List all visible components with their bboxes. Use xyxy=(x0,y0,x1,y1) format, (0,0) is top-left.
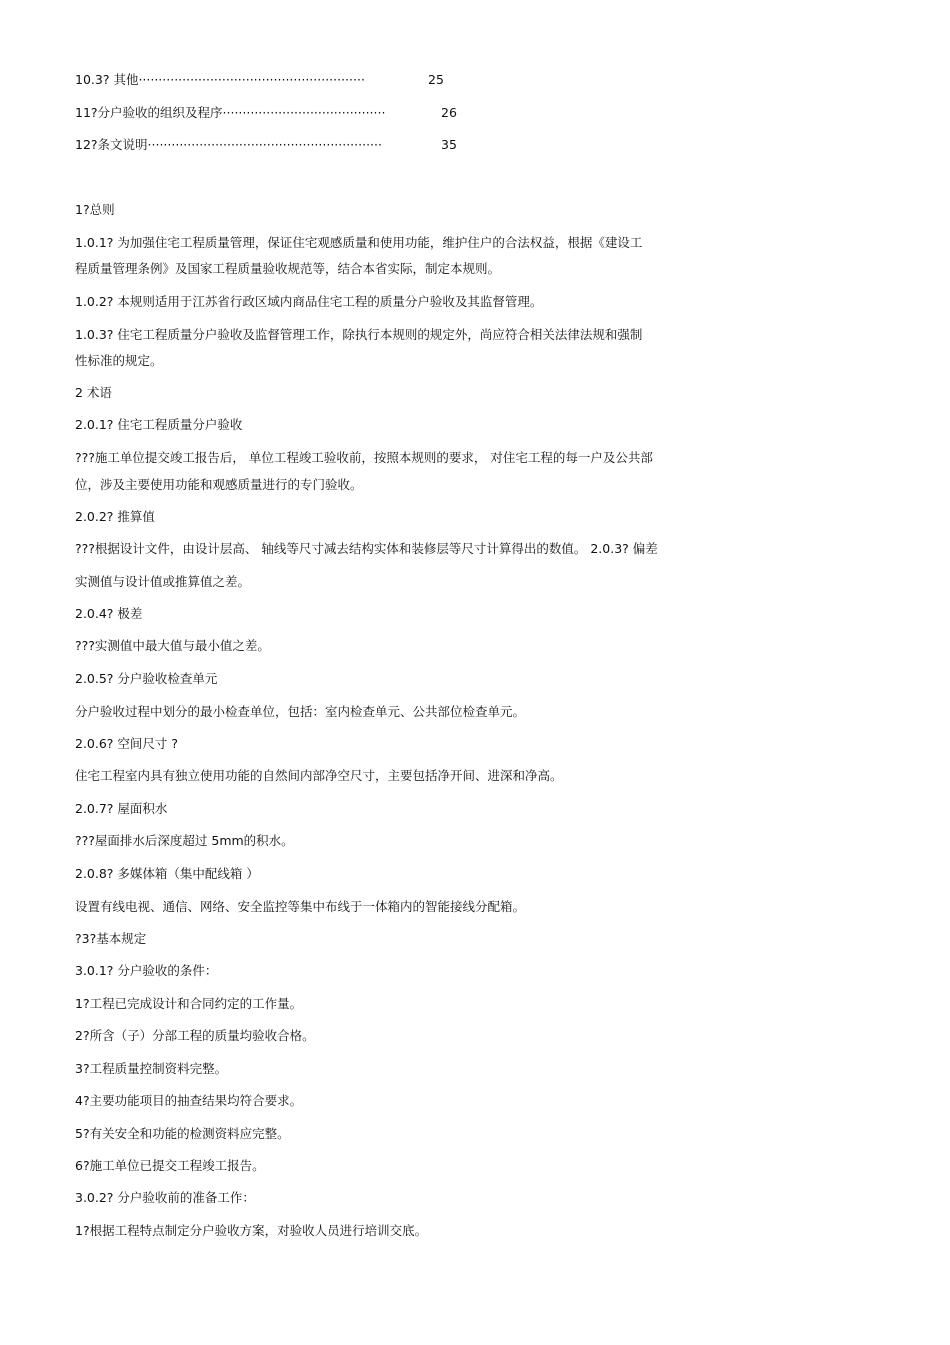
term-text: 分户验收过程中划分的最小检查单位，包括：室内检查单元、公共部位检查单元。 xyxy=(75,704,526,719)
toc-entry-title: 10.3? 其他························································· xyxy=(75,72,365,87)
term-text: ???施工单位提交竣工报告后， 单位工程竣工验收前，按照本规则的要求， 对住宅工程的每一户及公共部 xyxy=(75,450,653,465)
term-text: ???实测值中最大值与最小值之差。 xyxy=(75,638,270,653)
term-text: 位，涉及主要使用功能和观感质量进行的专门验收。 xyxy=(75,477,363,492)
term-text: 设置有线电视、通信、网络、安全监控等集中布线于一体箱内的智能接线分配箱。 xyxy=(75,899,526,914)
term-text: 住宅工程室内具有独立使用功能的自然间内部净空尺寸，主要包括净开间、进深和净高。 xyxy=(75,768,563,783)
list-item: 2?所含（子）分部工程的质量均验收合格。 xyxy=(75,1028,315,1043)
list-item: 6?施工单位已提交工程竣工报告。 xyxy=(75,1158,265,1173)
term-text: ???屋面排水后深度超过 5mm的积水。 xyxy=(75,833,294,848)
list-item: 4?主要功能项目的抽查结果均符合要求。 xyxy=(75,1093,303,1108)
list-item: 1?根据工程特点制定分户验收方案，对验收人员进行培训交底。 xyxy=(75,1223,428,1238)
clause-title: 3.0.2? 分户验收前的准备工作： xyxy=(75,1190,255,1205)
toc-entry-page: 25 xyxy=(428,72,444,87)
list-item: 3?工程质量控制资料完整。 xyxy=(75,1061,228,1076)
clause-title: 3.0.1? 分户验收的条件： xyxy=(75,963,218,978)
term-title: 2.0.1? 住宅工程质量分户验收 xyxy=(75,417,243,432)
list-item: 1?工程已完成设计和合同约定的工作量。 xyxy=(75,996,303,1011)
toc-entry-title: 12?条文说明··························································· xyxy=(75,137,382,152)
clause-text: 1.0.1? 为加强住宅工程质量管理，保证住宅观感质量和使用功能，维护住户的合法权益，根据《建设工 xyxy=(75,235,643,250)
list-item: 5?有关安全和功能的检测资料应完整。 xyxy=(75,1126,290,1141)
section-heading: ?3?基本规定 xyxy=(75,931,147,946)
toc-entry-title: 11?分户验收的组织及程序········································· xyxy=(75,105,386,120)
term-text: 实测值与设计值或推算值之差。 xyxy=(75,574,251,589)
clause-text: 性标准的规定。 xyxy=(75,353,163,368)
term-title: 2.0.2? 推算值 xyxy=(75,509,155,524)
toc-entry-page: 35 xyxy=(441,137,457,152)
clause-text: 程质量管理条例》及国家工程质量验收规范等，结合本省实际，制定本规则。 xyxy=(75,261,501,276)
section-heading: 1?总则 xyxy=(75,202,115,217)
toc-entry-page: 26 xyxy=(441,105,457,120)
term-title: 2.0.7? 屋面积水 xyxy=(75,801,168,816)
term-title: 2.0.6? 空间尺寸 ? xyxy=(75,736,179,751)
clause-text: 1.0.2? 本规则适用于江苏省行政区域内商品住宅工程的质量分户验收及其监督管理。 xyxy=(75,294,543,309)
term-title: 2.0.8? 多媒体箱（集中配线箱 ） xyxy=(75,866,259,881)
term-text: ???根据设计文件，由设计层高、 轴线等尺寸减去结构实体和装修层等尺寸计算得出的数值。 2.0.3? 偏差 xyxy=(75,541,658,556)
clause-text: 1.0.3? 住宅工程质量分户验收及监督管理工作，除执行本规则的规定外，尚应符合相关法律法规和强制 xyxy=(75,327,643,342)
term-title: 2.0.5? 分户验收检查单元 xyxy=(75,671,218,686)
term-title: 2.0.4? 极差 xyxy=(75,606,143,621)
section-heading: 2 术语 xyxy=(75,385,112,400)
